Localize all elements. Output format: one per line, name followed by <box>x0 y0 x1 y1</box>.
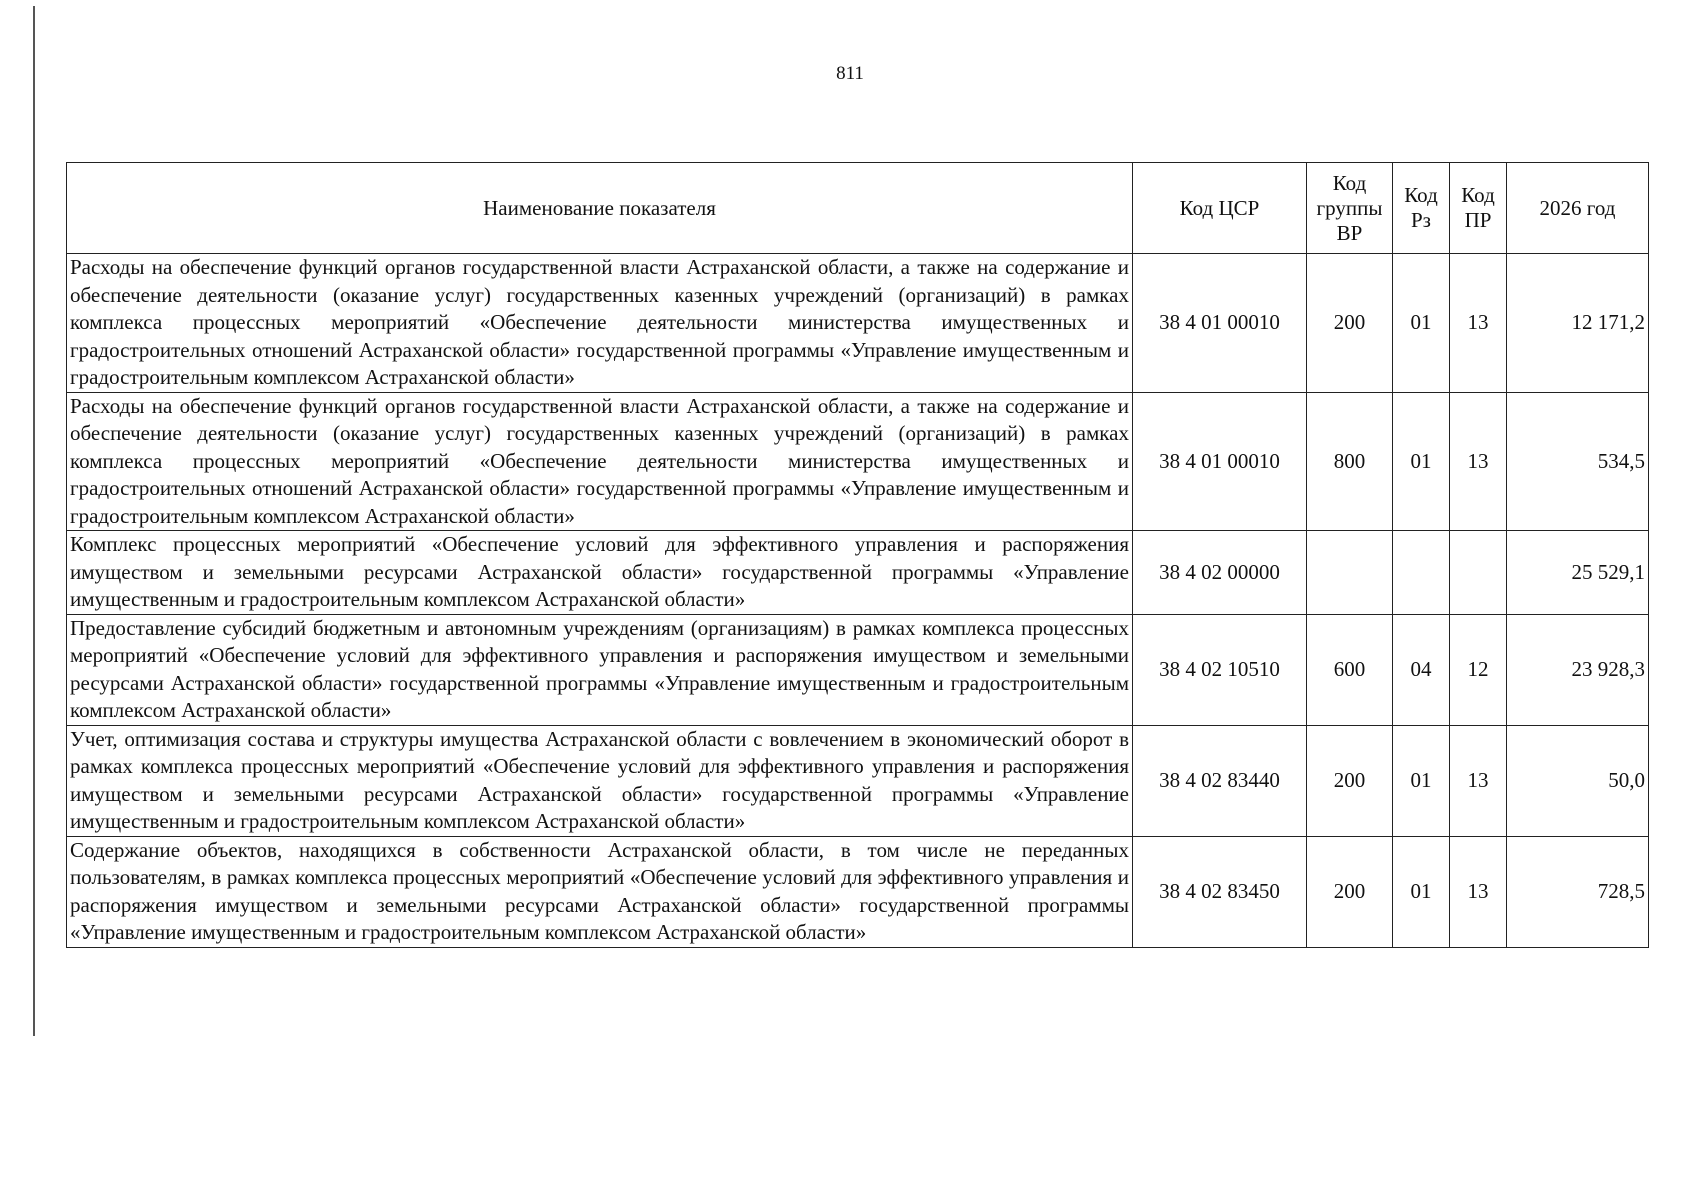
row-csr: 38 4 01 00010 <box>1133 392 1307 531</box>
row-vr <box>1307 531 1393 615</box>
row-pr: 13 <box>1450 725 1507 836</box>
row-pr: 13 <box>1450 836 1507 947</box>
row-amount: 25 529,1 <box>1507 531 1649 615</box>
row-name: Предоставление субсидий бюджетным и автономным учреждениям (организациям) в рамках комплекса процессных мероприятий «Обеспечение условий для эффективного управления и распоряжения имуществом и земельными ресурсами Астраханской области» государственной программы «Управление имущественным и градостроительным комплексом Астраханской области» <box>67 614 1133 725</box>
row-vr: 200 <box>1307 254 1393 393</box>
row-csr: 38 4 01 00010 <box>1133 254 1307 393</box>
row-name: Комплекс процессных мероприятий «Обеспечение условий для эффективного управления и распоряжения имуществом и земельными ресурсами Астраханской области» государственной программы «Управление имущественным и градостроительным комплексом Астраханской области» <box>67 531 1133 615</box>
row-vr: 800 <box>1307 392 1393 531</box>
row-name: Учет, оптимизация состава и структуры имущества Астраханской области с вовлечением в экономический оборот в рамках комплекса процессных мероприятий «Обеспечение условий для эффективного управления и распоряжения имуществом и земельными ресурсами Астраханской области» государственной программы «Управление имущественным и градостроительным комплексом Астраханской области» <box>67 725 1133 836</box>
header-rz: Код Рз <box>1393 163 1450 254</box>
row-csr: 38 4 02 00000 <box>1133 531 1307 615</box>
budget-table <box>66 162 1649 948</box>
row-pr: 13 <box>1450 392 1507 531</box>
row-name: Расходы на обеспечение функций органов государственной власти Астраханской области, а также на содержание и обеспечение деятельности (оказание услуг) государственных казенных учреждений (организаций) в рамках комплекса процессных мероприятий «Обеспечение деятельности министерства имущественных и градостроительных отношений Астраханской области» государственной программы «Управление имущественным и градостроительным комплексом Астраханской области» <box>67 392 1133 531</box>
header-csr: Код ЦСР <box>1133 163 1307 254</box>
row-rz <box>1393 531 1450 615</box>
header-year: 2026 год <box>1507 163 1649 254</box>
header-vr: Код группы ВР <box>1307 163 1393 254</box>
row-rz: 01 <box>1393 254 1450 393</box>
row-vr: 200 <box>1307 725 1393 836</box>
table-row <box>67 254 1649 393</box>
header-name: Наименование показателя <box>67 163 1133 254</box>
table-row <box>67 531 1649 615</box>
row-amount: 50,0 <box>1507 725 1649 836</box>
table-row <box>67 614 1649 725</box>
row-vr: 200 <box>1307 836 1393 947</box>
row-rz: 01 <box>1393 392 1450 531</box>
table-row <box>67 725 1649 836</box>
row-rz: 01 <box>1393 836 1450 947</box>
row-amount: 534,5 <box>1507 392 1649 531</box>
row-csr: 38 4 02 83450 <box>1133 836 1307 947</box>
table-row <box>67 392 1649 531</box>
row-pr <box>1450 531 1507 615</box>
row-amount: 728,5 <box>1507 836 1649 947</box>
row-amount: 12 171,2 <box>1507 254 1649 393</box>
page-margin-line <box>33 6 35 1036</box>
row-rz: 01 <box>1393 725 1450 836</box>
table-header-row <box>67 163 1649 254</box>
row-amount: 23 928,3 <box>1507 614 1649 725</box>
row-rz: 04 <box>1393 614 1450 725</box>
row-csr: 38 4 02 10510 <box>1133 614 1307 725</box>
row-pr: 12 <box>1450 614 1507 725</box>
row-name: Расходы на обеспечение функций органов государственной власти Астраханской области, а также на содержание и обеспечение деятельности (оказание услуг) государственных казенных учреждений (организаций) в рамках комплекса процессных мероприятий «Обеспечение деятельности министерства имущественных и градостроительных отношений Астраханской области» государственной программы «Управление имущественным и градостроительным комплексом Астраханской области» <box>67 254 1133 393</box>
header-pr: Код ПР <box>1450 163 1507 254</box>
row-pr: 13 <box>1450 254 1507 393</box>
row-csr: 38 4 02 83440 <box>1133 725 1307 836</box>
page-number: 811 <box>836 63 864 84</box>
row-name: Содержание объектов, находящихся в собственности Астраханской области, в том числе не переданных пользователям, в рамках комплекса процессных мероприятий «Обеспечение условий для эффективного управления и распоряжения имуществом и земельными ресурсами Астраханской области» государственной программы «Управление имущественным и градостроительным комплексом Астраханской области» <box>67 836 1133 947</box>
row-vr: 600 <box>1307 614 1393 725</box>
table-row <box>67 836 1649 947</box>
